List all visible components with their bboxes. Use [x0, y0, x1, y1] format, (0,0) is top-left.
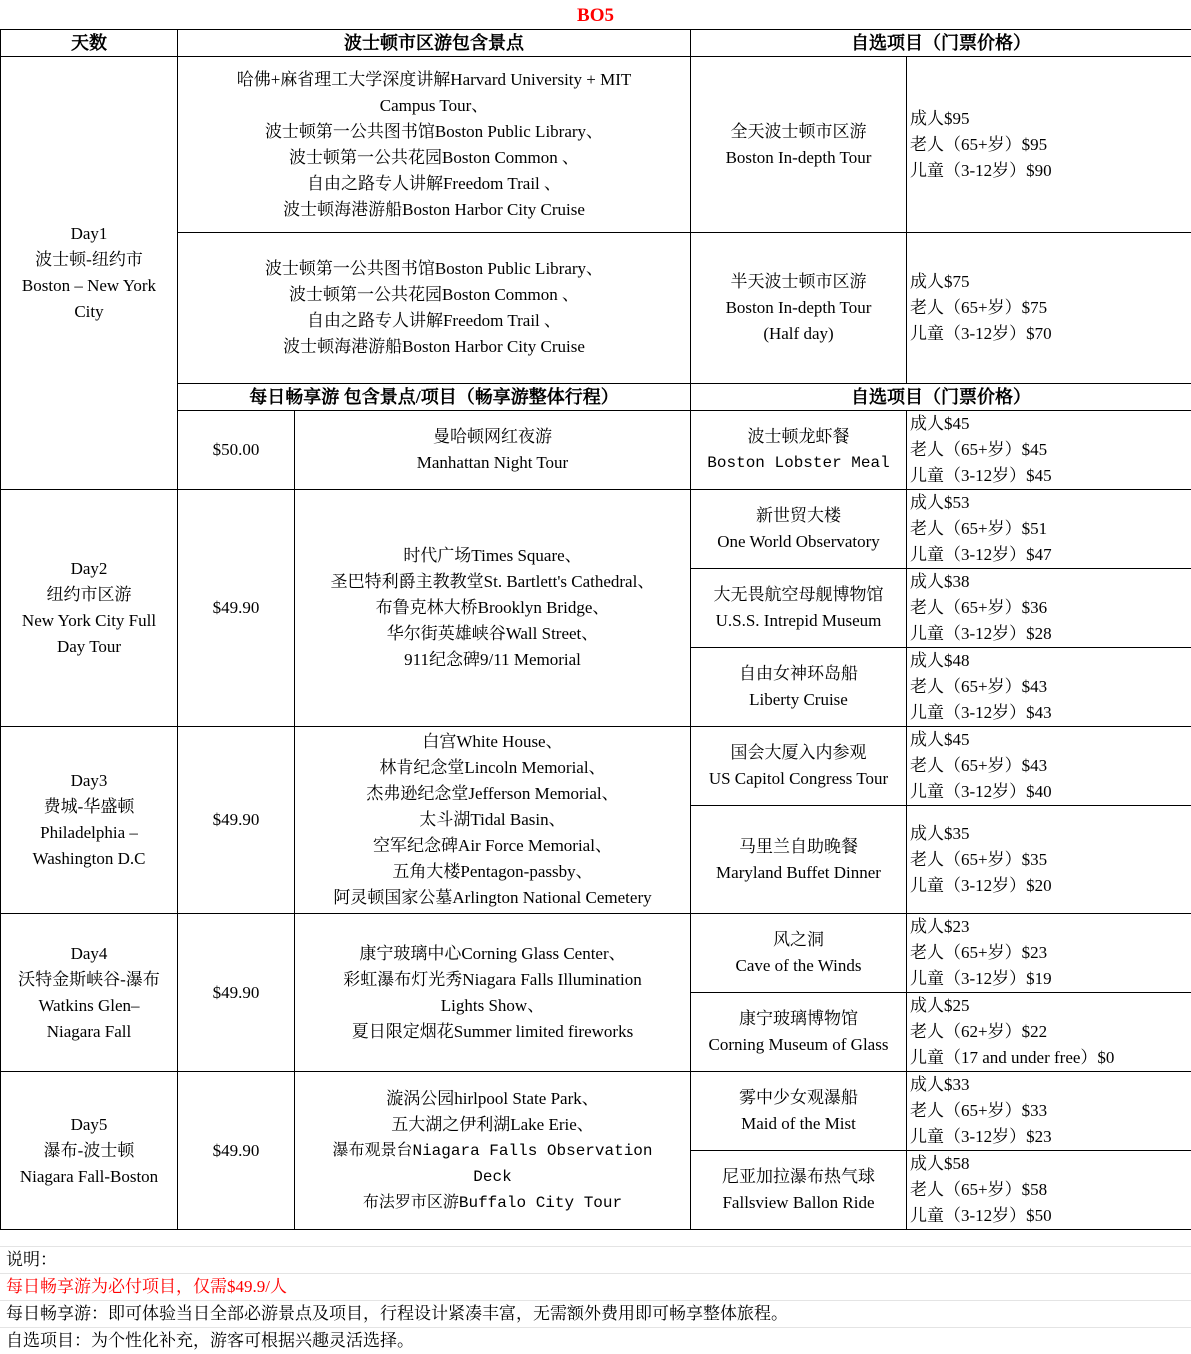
day1-full-sights: 哈佛+麻省理工大学深度讲解Harvard University + MIT Campus Tour、 波士顿第一公共图书馆Boston Public Library、 波士顿第一公共花园Boston Common 、 自由之路专人讲解Freedom Trail 、 波士顿海港游船Boston Harbor City Cruise: [178, 57, 691, 233]
day2-option-1: 新世贸大楼 One World Observatory: [691, 490, 907, 569]
day4-sights: 康宁玻璃中心Corning Glass Center、 彩虹瀑布灯光秀Niagara Falls Illumination Lights Show、 夏日限定烟花Summer limited fireworks: [295, 914, 691, 1072]
day3-option-1-price: 成人$45 老人（65+岁）$43 儿童（3-12岁）$40: [907, 727, 1191, 806]
day1-half-price: 成人$75 老人（65+岁）$75 儿童（3-12岁）$70: [907, 233, 1191, 384]
header-optional-items-2: 自选项目（门票价格）: [691, 384, 1191, 411]
day3-option-2: 马里兰自助晚餐 Maryland Buffet Dinner: [691, 806, 907, 914]
day1-full-price: 成人$95 老人（65+岁）$95 儿童（3-12岁）$90: [907, 57, 1191, 233]
day2-option-3-price: 成人$48 老人（65+岁）$43 儿童（3-12岁）$43: [907, 648, 1191, 727]
day1-daily-option: 波士顿龙虾餐 Boston Lobster Meal: [691, 411, 907, 490]
notes-daily-desc: 每日畅享游：即可体验当日全部必游景点及项目，行程设计紧凑丰富，无需额外费用即可畅享整体旅程。: [0, 1300, 1191, 1327]
notes-section: [0, 1246, 1191, 1354]
day2-option-3: 自由女神环岛船 Liberty Cruise: [691, 648, 907, 727]
day3-option-1: 国会大厦入内参观 US Capitol Congress Tour: [691, 727, 907, 806]
day3-sights: 白宫White House、 林肯纪念堂Lincoln Memorial、 杰弗逊纪念堂Jefferson Memorial、 太斗湖Tidal Basin、 空军纪念碑Air Force Memorial、 五角大楼Pentagon-passby、 阿灵顿国家公墓Arlington National Cemetery: [295, 727, 691, 914]
header-optional-items: 自选项目（门票价格）: [691, 30, 1191, 57]
header-city-tour-sights: 波士顿市区游包含景点: [178, 30, 691, 57]
day2-option-2: 大无畏航空母舰博物馆 U.S.S. Intrepid Museum: [691, 569, 907, 648]
day5-sights: 漩涡公园hirlpool State Park、 五大湖之伊利湖Lake Erie、 瀑布观景台Niagara Falls Observation Deck 布法罗市区游Buffalo City Tour: [295, 1072, 691, 1230]
itinerary-table: [0, 29, 1191, 1230]
page-title: BO5: [0, 4, 1191, 28]
notes-required: 每日畅享游为必付项目，仅需$49.9/人: [0, 1273, 1191, 1300]
day2-sights: 时代广场Times Square、 圣巴特利爵主教教堂St. Bartlett's Cathedral、 布鲁克林大桥Brooklyn Bridge、 华尔街英雄峡谷Wall Street、 911纪念碑9/11 Memorial: [295, 490, 691, 727]
day3-label: Day3 费城-华盛顿 Philadelphia – Washington D.C: [1, 727, 178, 914]
day2-label: Day2 纽约市区游 New York City Full Day Tour: [1, 490, 178, 727]
day1-half-sights: 波士顿第一公共图书馆Boston Public Library、 波士顿第一公共花园Boston Common 、 自由之路专人讲解Freedom Trail 、 波士顿海港游船Boston Harbor City Cruise: [178, 233, 691, 384]
day5-option-1: 雾中少女观瀑船 Maid of the Mist: [691, 1072, 907, 1151]
day2-option-1-price: 成人$53 老人（65+岁）$51 儿童（3-12岁）$47: [907, 490, 1191, 569]
day4-option-1: 风之洞 Cave of the Winds: [691, 914, 907, 993]
header-days: 天数: [1, 30, 178, 57]
day3-option-2-price: 成人$35 老人（65+岁）$35 儿童（3-12岁）$20: [907, 806, 1191, 914]
day4-option-2: 康宁玻璃博物馆 Corning Museum of Glass: [691, 993, 907, 1072]
day1-full-option: 全天波士顿市区游 Boston In-depth Tour: [691, 57, 907, 233]
day4-label: Day4 沃特金斯峡谷-瀑布 Watkins Glen– Niagara Fall: [1, 914, 178, 1072]
day4-option-1-price: 成人$23 老人（65+岁）$23 儿童（3-12岁）$19: [907, 914, 1191, 993]
day3-fee: $49.90: [178, 727, 295, 914]
day4-fee: $49.90: [178, 914, 295, 1072]
header-daily-tour-sights: 每日畅享游 包含景点/项目（畅享游整体行程）: [178, 384, 691, 411]
day1-label: Day1 波士顿-纽约市 Boston – New York City: [1, 57, 178, 490]
day5-option-1-price: 成人$33 老人（65+岁）$33 儿童（3-12岁）$23: [907, 1072, 1191, 1151]
day5-fee: $49.90: [178, 1072, 295, 1230]
day5-option-2-price: 成人$58 老人（65+岁）$58 儿童（3-12岁）$50: [907, 1151, 1191, 1230]
day1-daily-fee: $50.00: [178, 411, 295, 490]
day5-label: Day5 瀑布-波士顿 Niagara Fall-Boston: [1, 1072, 178, 1230]
day5-option-2: 尼亚加拉瀑布热气球 Fallsview Ballon Ride: [691, 1151, 907, 1230]
day4-option-2-price: 成人$25 老人（62+岁）$22 儿童（17 and under free）$0: [907, 993, 1191, 1072]
day1-half-option: 半天波士顿市区游 Boston In-depth Tour (Half day): [691, 233, 907, 384]
day1-daily-price: 成人$45 老人（65+岁）$45 儿童（3-12岁）$45: [907, 411, 1191, 490]
day2-fee: $49.90: [178, 490, 295, 727]
notes-optional-desc: 自选项目：为个性化补充，游客可根据兴趣灵活选择。: [0, 1327, 1191, 1354]
day2-option-2-price: 成人$38 老人（65+岁）$36 儿童（3-12岁）$28: [907, 569, 1191, 648]
day1-daily-sights: 曼哈顿网红夜游 Manhattan Night Tour: [295, 411, 691, 490]
notes-label: 说明：: [0, 1246, 1191, 1273]
